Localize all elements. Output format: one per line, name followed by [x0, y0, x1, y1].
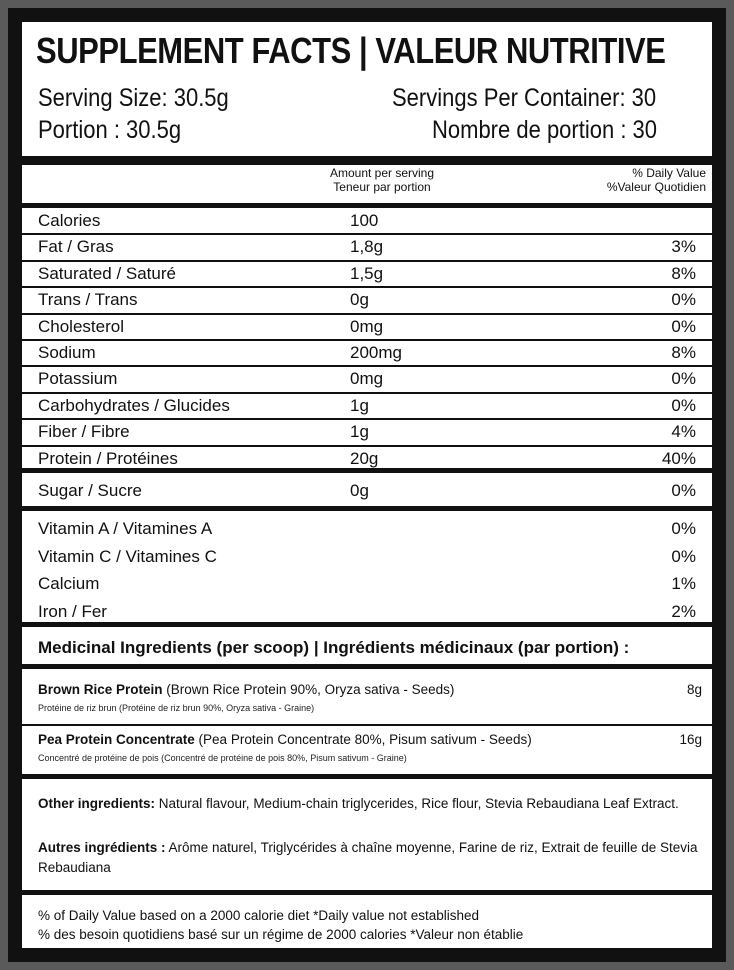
nutrient-amount: 0mg: [350, 316, 384, 336]
nutrient-amount: 1g: [350, 395, 369, 415]
nutrient-name: Protein / Protéines: [38, 448, 178, 468]
ingredient-name-fr: Protéine de riz brun: [38, 703, 117, 713]
vitamin-daily-value: 0%: [671, 519, 696, 538]
column-header: [22, 166, 712, 204]
panel-title: SUPPLEMENT FACTS | VALEUR NUTRITIVE: [36, 30, 666, 71]
nutrient-daily-value: 3%: [671, 237, 696, 257]
label-frame: [8, 8, 726, 962]
nutrient-name: Fat / Gras: [38, 237, 114, 257]
medicinal-title: Medicinal Ingredients (per scoop) | Ingrédients médicinaux (par portion) :: [38, 638, 630, 657]
nutrient-row: [22, 393, 712, 419]
nutrient-name: Trans / Trans: [38, 290, 138, 310]
vitamin-daily-value: 0%: [671, 546, 696, 566]
vitamin-row: [22, 516, 712, 542]
ingredients-divider: [22, 664, 712, 669]
serving-size-fr: Portion : 30.5g: [38, 116, 182, 144]
daily-value-header: % Daily Value %Valeur Quotidien: [606, 166, 706, 194]
nutrient-row: [22, 340, 712, 366]
vitamin-row: [22, 571, 712, 597]
nutrient-amount: 1g: [350, 422, 369, 442]
nutrient-amount: 1,8g: [350, 237, 384, 257]
ingredient-detail-fr: (Protéine de riz brun 90%, Oryza sativa - Graine): [116, 703, 315, 713]
other-label-fr: Autres ingrédients :: [38, 840, 166, 855]
footnote: [38, 906, 523, 944]
servings-per-container-fr: Nombre de portion : 30: [432, 116, 658, 144]
nutrient-amount: 20g: [350, 448, 379, 468]
medicinal-divider: [22, 622, 712, 627]
ingredient-detail: (Brown Rice Protein 90%, Oryza sativa - Seeds): [162, 682, 455, 697]
serving-size-en: Serving Size: 30.5g: [38, 84, 229, 112]
vitamin-name: Calcium: [38, 574, 100, 593]
ingredient-detail-fr: (Concentré de protéine de pois 80%, Pisum sativum - Graine): [158, 753, 407, 763]
nutrient-amount: 100: [350, 211, 379, 230]
nutrient-name: Sodium: [38, 343, 96, 362]
other-label-en: Other ingredients:: [38, 796, 156, 811]
thick-divider: [22, 156, 712, 165]
ingredient-quantity: 8g: [686, 682, 702, 697]
vitamin-daily-value: 2%: [671, 601, 696, 621]
ingredient-name: Pea Protein Concentrate: [38, 732, 195, 747]
nutrient-amount: 1,5g: [350, 263, 384, 283]
nutrient-row: [22, 287, 712, 313]
ingredient-name: Brown Rice Protein: [38, 682, 163, 697]
nutrient-name: Calories: [38, 211, 101, 230]
footnote-en: % of Daily Value based on a 2000 calorie diet *Daily value not established: [38, 908, 480, 923]
nutrient-row: [22, 419, 712, 445]
ingredient-name-fr: Concentré de protéine de pois: [38, 753, 159, 763]
sugar-divider: [22, 468, 712, 473]
ingredient-brown-rice: [22, 676, 712, 726]
nutrient-daily-value: 0%: [671, 369, 696, 389]
nutrient-daily-value: 0%: [671, 395, 696, 415]
nutrient-daily-value: 0%: [671, 316, 696, 336]
vitamin-row: [22, 599, 712, 625]
footnote-fr: % des besoin quotidiens basé sur un régime de 2000 calories *Valeur non établie: [38, 927, 524, 942]
amount-header: Amount per serving Teneur par portion: [329, 166, 435, 194]
vitamin-row: [22, 544, 712, 570]
nutrient-amount: 200mg: [350, 343, 402, 362]
nutrient-daily-value: 8%: [671, 343, 696, 362]
ingredient-pea-protein: [22, 728, 712, 774]
nutrient-daily-value: 0%: [671, 290, 696, 310]
nutrient-row: [22, 234, 712, 260]
nutrient-row: [22, 208, 712, 234]
other-divider: [22, 774, 712, 779]
servings-per-container-en: Servings Per Container: 30: [392, 84, 657, 112]
nutrient-daily-value: 8%: [671, 263, 696, 283]
other-ingredients-en: [38, 794, 702, 814]
supplement-facts-panel: [22, 22, 712, 948]
vitamins-divider: [22, 506, 712, 511]
nutrient-row-sugar: Sugar / Sucre 0g 0%: [38, 481, 696, 500]
vitamin-daily-value: 1%: [671, 574, 696, 593]
nutrient-daily-value: 4%: [671, 422, 696, 442]
nutrient-daily-value: 40%: [661, 448, 696, 468]
ingredient-detail: (Pea Protein Concentrate 80%, Pisum sativum - Seeds): [194, 732, 532, 747]
vitamin-name: Iron / Fer: [38, 601, 107, 621]
nutrient-row: [22, 261, 712, 287]
other-ingredients-fr: [38, 838, 702, 878]
nutrient-name: Potassium: [38, 369, 118, 389]
other-text-en: Natural flavour, Medium-chain triglycerides, Rice flour, Stevia Rebaudiana Leaf Extract.: [155, 796, 679, 811]
title-section: [22, 22, 712, 158]
footer-divider: [22, 890, 712, 895]
ingredient-divider: [22, 724, 712, 726]
nutrient-row: [22, 314, 712, 340]
vitamin-name: Vitamin C / Vitamines C: [38, 546, 217, 566]
nutrient-row: [22, 366, 712, 392]
ingredient-quantity: 16g: [679, 732, 702, 747]
nutrient-amount: 0mg: [350, 369, 384, 389]
vitamin-name: Vitamin A / Vitamines A: [38, 519, 213, 538]
nutrient-name: Fiber / Fibre: [38, 422, 130, 442]
nutrient-amount: 0g: [350, 290, 369, 310]
nutrient-name: Carbohydrates / Glucides: [38, 395, 230, 415]
nutrient-name: Saturated / Saturé: [38, 263, 176, 283]
nutrient-name: Cholesterol: [38, 316, 124, 336]
other-text-fr: Arôme naturel, Triglycérides à chaîne moyenne, Farine de riz, Extrait de feuille de Stevia Rebaudiana: [38, 840, 698, 875]
